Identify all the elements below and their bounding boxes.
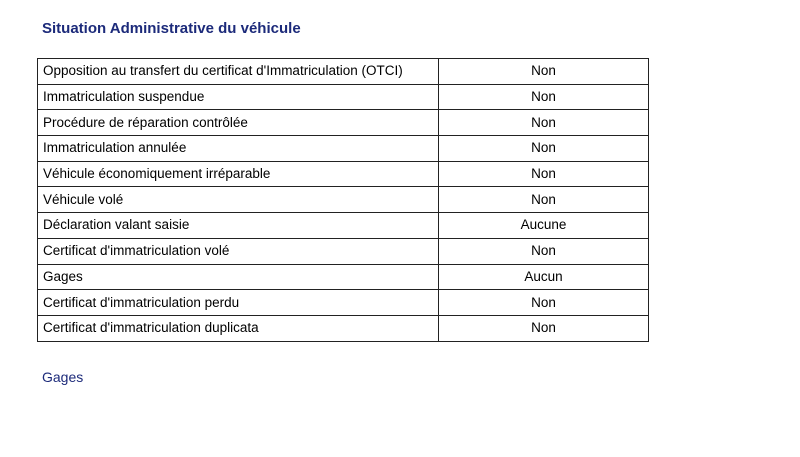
- row-label: Certificat d'immatriculation perdu: [38, 290, 439, 316]
- row-label: Immatriculation annulée: [38, 136, 439, 162]
- row-value: Non: [439, 290, 649, 316]
- table-row: [38, 290, 649, 316]
- row-value: Aucun: [439, 264, 649, 290]
- row-label: Immatriculation suspendue: [38, 84, 439, 110]
- vehicle-status-table: [37, 58, 649, 342]
- section-title: Situation Administrative du véhicule: [42, 20, 301, 37]
- row-label: Véhicule volé: [38, 187, 439, 213]
- row-value: Non: [439, 84, 649, 110]
- row-value: Non: [439, 315, 649, 341]
- row-value: Non: [439, 238, 649, 264]
- row-value: Aucune: [439, 213, 649, 239]
- row-label: Véhicule économiquement irréparable: [38, 161, 439, 187]
- row-label: Opposition au transfert du certificat d'Immatriculation (OTCI): [38, 59, 439, 85]
- row-label: Certificat d'immatriculation duplicata: [38, 315, 439, 341]
- row-label: Certificat d'immatriculation volé: [38, 238, 439, 264]
- table-row: [38, 110, 649, 136]
- table-row: [38, 264, 649, 290]
- row-label: Gages: [38, 264, 439, 290]
- gages-link[interactable]: Gages: [42, 369, 84, 385]
- table-row: [38, 213, 649, 239]
- table-row: [38, 59, 649, 85]
- row-label: Procédure de réparation contrôlée: [38, 110, 439, 136]
- table-row: [38, 187, 649, 213]
- table-row: [38, 315, 649, 341]
- row-value: Non: [439, 59, 649, 85]
- row-value: Non: [439, 161, 649, 187]
- table-row: [38, 161, 649, 187]
- row-label: Déclaration valant saisie: [38, 213, 439, 239]
- row-value: Non: [439, 187, 649, 213]
- row-value: Non: [439, 136, 649, 162]
- table-row: [38, 84, 649, 110]
- row-value: Non: [439, 110, 649, 136]
- table-row: [38, 136, 649, 162]
- table-row: [38, 238, 649, 264]
